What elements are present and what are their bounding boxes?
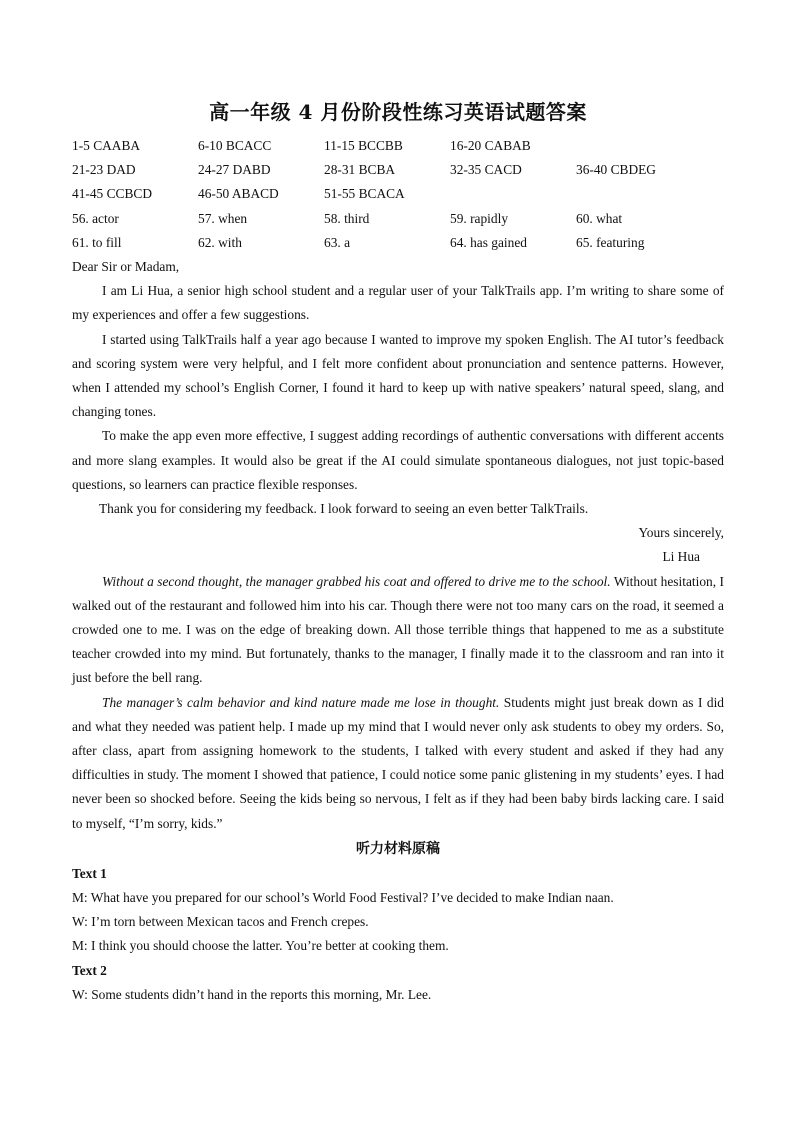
answer-grid xyxy=(72,134,724,255)
answer-cell: 65. featuring xyxy=(576,234,645,250)
answer-cell: 57. when xyxy=(198,210,248,226)
answer-cell xyxy=(450,182,576,206)
answer-cell: 28-31 BCBA xyxy=(324,162,396,178)
answer-cell: 61. to fill xyxy=(72,234,122,250)
text1-label: Text 1 xyxy=(72,865,107,881)
continuation-paragraph xyxy=(72,691,724,836)
answer-cell: 21-23 DAD xyxy=(72,162,136,178)
continuation-paragraph xyxy=(72,570,724,691)
answer-cell: 56. actor xyxy=(72,210,119,226)
dialogue-line: M: I think you should choose the latter. You’re better at cooking them. xyxy=(72,938,449,954)
answer-cell xyxy=(576,182,702,206)
letter-signature: Li Hua xyxy=(662,549,700,565)
italic-lead: The manager’s calm behavior and kind nature made me lose in thought. xyxy=(102,694,500,710)
italic-lead: Without a second thought, the manager grabbed his coat and offered to drive me to the school. xyxy=(102,573,611,589)
answer-cell: 16-20 CABAB xyxy=(450,138,531,153)
letter-paragraph: Thank you for considering my feedback. I look forward to seeing an even better TalkTrails. xyxy=(99,500,589,516)
answer-cell: 6-10 BCACC xyxy=(198,138,272,153)
answer-cell: 51-55 BCACA xyxy=(324,186,405,202)
letter-paragraph: I started using TalkTrails half a year ago because I wanted to improve my spoken English. The AI tutor’s feedback and scoring system were very helpful, and I felt more confident about pronunciation and sentence patterns. However, when I attended my school’s English Corner, I found it hard to keep up with native speakers’ natural speed, slang, and changing tones. xyxy=(72,331,724,420)
answer-row xyxy=(72,134,724,158)
letter-closing: Yours sincerely, xyxy=(638,525,724,541)
dialogue-line: W: I’m torn between Mexican tacos and French crepes. xyxy=(72,914,369,930)
paragraph-text: Without hesitation, I walked out of the restaurant and followed him into his car. Though there were not too many cars on the road, it seemed a crowded one to me. I was on the edge of breaking down. All those terrible things that happened to me as a substitute teacher crowded into my mind. But fortunately, thanks to the manager, I finally made it to the classroom and ran into it just before the bell rang. xyxy=(72,573,724,686)
answer-cell: 63. a xyxy=(324,234,351,250)
answer-cell: 59. rapidly xyxy=(450,210,509,226)
answer-cell: 46-50 ABACD xyxy=(198,186,279,202)
dialogue-line: M: What have you prepared for our school’s World Food Festival? I’ve decided to make Indian naan. xyxy=(72,890,614,906)
answer-cell: 58. third xyxy=(324,210,370,226)
letter-greeting: Dear Sir or Madam, xyxy=(72,258,180,274)
answer-cell: 64. has gained xyxy=(450,234,527,250)
paragraph-text: Students might just break down as I did and what they needed was patient help. I made up my mind that I would never only ask students to obey my orders. So, after class, apart from assigning homework to the students, I talked with every student and asked if they had any difficulties in study. The moment I showed that patience, I could notice some panic glistening in my students’ eyes. I had never been so shocked before. Seeing the kids being so nervous, I felt as if they had been baby birds lacking care. I said to myself, “I’m sorry, kids.” xyxy=(72,694,724,831)
letter-paragraph: To make the app even more effective, I suggest adding recordings of authentic conversations with different accents and more slang examples. It would also be great if the AI could simulate spontaneous dialogues, not just topic-based questions, so learners can practice flexible responses. xyxy=(72,428,724,492)
answer-cell: 11-15 BCCBB xyxy=(324,138,403,153)
answer-cell: 32-35 CACD xyxy=(450,162,522,178)
document-page xyxy=(72,96,724,1007)
answer-cell: 60. what xyxy=(576,210,623,226)
answer-row xyxy=(72,182,724,206)
answer-cell: 24-27 DABD xyxy=(198,162,271,178)
text2-label: Text 2 xyxy=(72,962,107,978)
answer-cell: 41-45 CCBCD xyxy=(72,186,152,202)
answer-row xyxy=(72,207,724,231)
dialogue-line: W: Some students didn’t hand in the reports this morning, Mr. Lee. xyxy=(72,986,432,1002)
page-title: 高一年级 4 月份阶段性练习英语试题答案 xyxy=(209,100,587,124)
answer-cell: 62. with xyxy=(198,234,242,250)
answer-cell xyxy=(576,134,702,158)
listening-heading: 听力材料原稿 xyxy=(356,840,440,857)
answer-cell: 1-5 CAABA xyxy=(72,138,141,153)
letter-paragraph: I am Li Hua, a senior high school student and a regular user of your TalkTrails app. I’m writing to share some of my experiences and offer a few suggestions. xyxy=(72,283,724,323)
answer-row xyxy=(72,158,724,182)
answer-cell: 36-40 CBDEG xyxy=(576,162,656,178)
answer-row xyxy=(72,231,724,255)
